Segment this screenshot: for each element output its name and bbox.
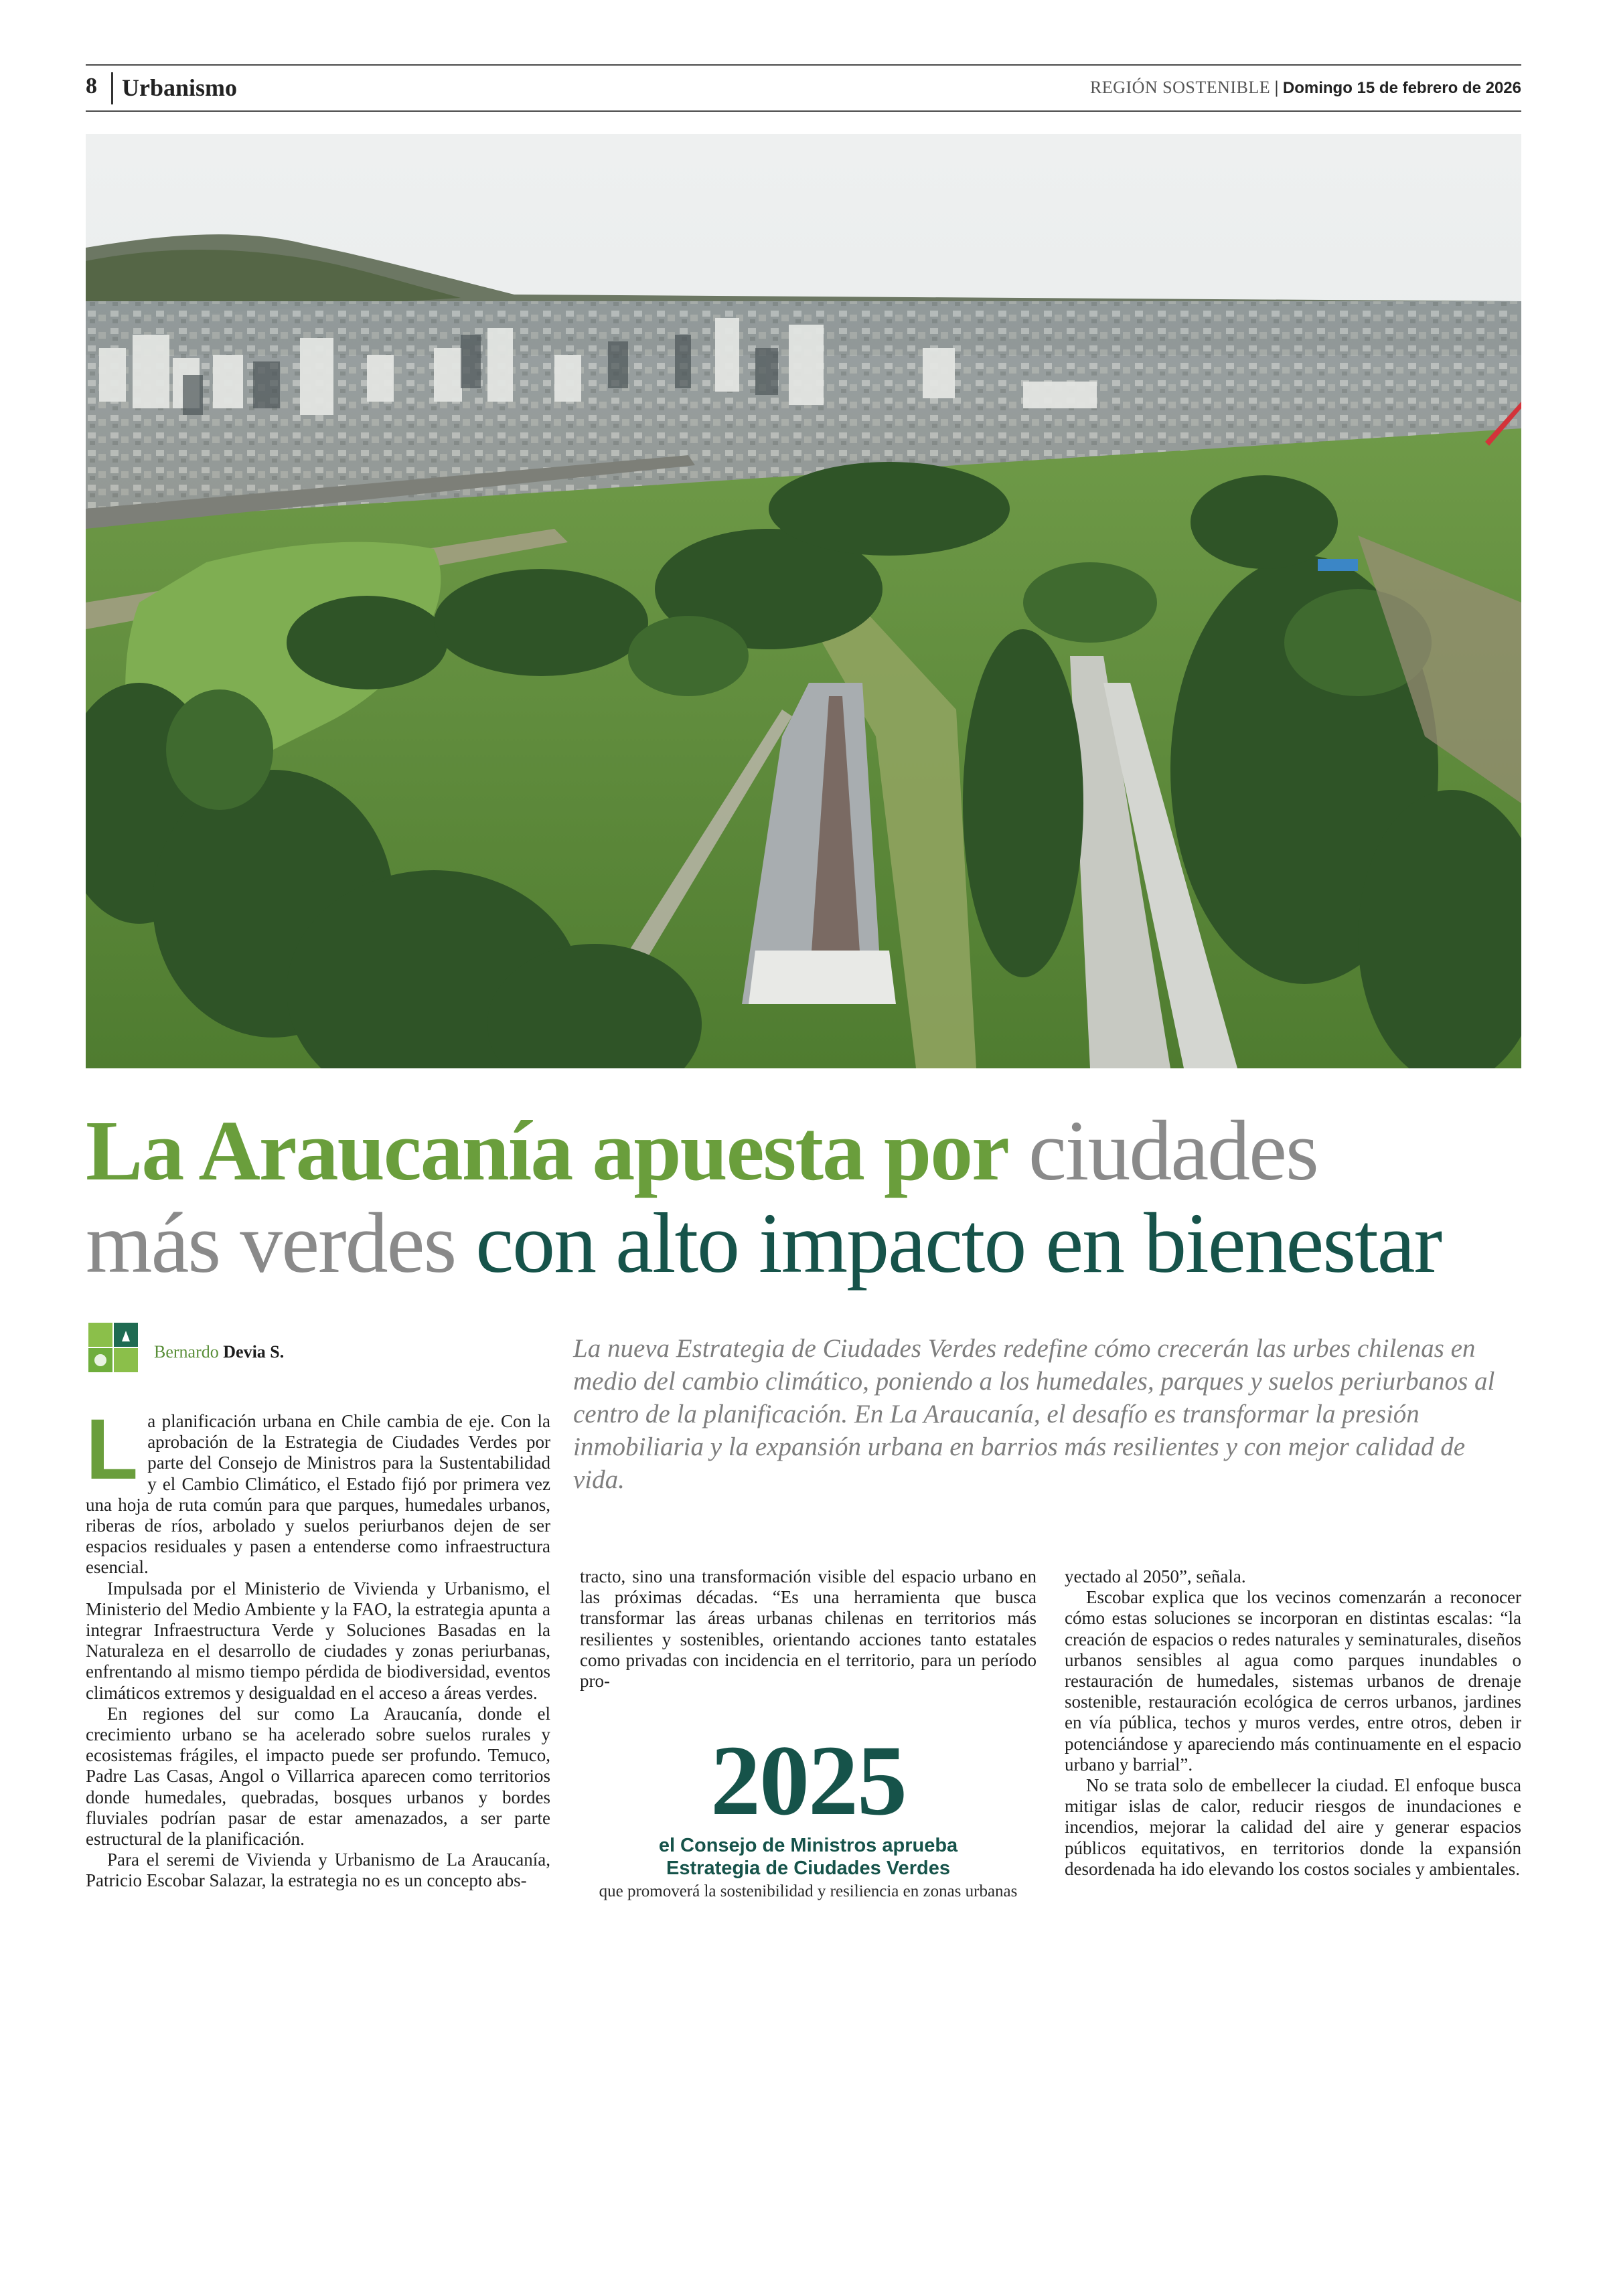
masthead <box>1090 78 1521 98</box>
headline <box>86 1104 1521 1289</box>
photo-illustration <box>86 134 1521 1068</box>
pull-quote <box>580 1727 1037 1902</box>
headline-light-1: ciudades <box>1008 1103 1318 1198</box>
page-number: 8 <box>86 74 97 98</box>
page-header <box>86 70 1521 108</box>
headline-line-2 <box>86 1197 1521 1289</box>
body-paragraph: Escobar explica que los vecinos comenzarán a reconocer cómo estas soluciones se incorporan en distintas escalas: “la creación de espacios o redes naturales y seminaturales, diseños urbanos sensibles al agua como parques inundables o restauración de humedales, sistemas urbanos de drenaje sostenible, restauración ecológica de cerros urbanos, jardines en vía pública, techos y muros verdes, entre otros, deben ir potenciándose y apareciendo más continuamente en el espacio urbano y barrial”. <box>1065 1587 1521 1775</box>
headline-line-1 <box>86 1104 1521 1197</box>
section-name: Urbanismo <box>122 74 238 101</box>
author-first-name: Bernardo <box>154 1342 219 1362</box>
body-paragraph: En regiones del sur como La Araucanía, donde el crecimiento urbano se ha acelerado sobre suelos rurales y ecosistemas frágiles, el impacto puede ser profundo. Temuco, Padre Las Casas, Angol o Villarrica aparecen como territorios donde humedales, quebradas, bosques urbanos y bordes fluviales podrían pasar de estar amenazados, a ser parte estructural de la planificación. <box>86 1703 550 1850</box>
body-column-2 <box>580 1566 1037 1692</box>
pull-quote-line-1: el Consejo de Ministros aprueba <box>658 1835 958 1856</box>
pull-quote-subtitle: que promoverá la sostenibilidad y resiliencia en zonas urbanas <box>599 1882 1018 1900</box>
lead-paragraph: La nueva Estrategia de Ciudades Verdes redefine cómo crecerán las urbes chilenas en medio del cambio climático, poniendo a los humedales, parques y suelos periurbanos al centro de la planificación. En La Araucanía, el desafío es transformar la presión inmobiliaria y la expansión urbana en barrios más resilientes y con mejor calidad de vida. <box>573 1334 1495 1494</box>
masthead-separator: | <box>1274 78 1279 97</box>
aerial-city-photo <box>86 134 1521 1068</box>
section-divider <box>111 72 113 104</box>
issue-date: Domingo 15 de febrero de 2026 <box>1282 79 1521 97</box>
pull-quote-line-2: Estrategia de Ciudades Verdes <box>666 1858 950 1879</box>
header-rule <box>86 110 1521 112</box>
body-paragraph: Para el seremi de Vivienda y Urbanismo de La Araucanía, Patricio Escobar Salazar, la estrategia no es un concepto abs- <box>86 1850 550 1891</box>
body-paragraph: Impulsada por el Ministerio de Vivienda y Urbanismo, el Ministerio del Medio Ambiente y la FAO, la estrategia apunta a integrar Infraestructura Verde y Soluciones Basadas en la Naturaleza en el desarrollo de ciudades y zonas periurbanas, enfrentando al mismo tiempo pérdida de biodiversidad, eventos climáticos extremos y desigualdad en el acceso a áreas verdes. <box>86 1578 550 1703</box>
drop-cap: L <box>86 1402 139 1497</box>
body-column-1 <box>86 1402 550 1892</box>
author-last-name: Devia S. <box>223 1342 285 1362</box>
headline-light-2: más verdes <box>86 1196 456 1291</box>
author-logo-icon <box>86 1320 141 1375</box>
body-paragraph: yectado al 2050”, señala. <box>1065 1566 1246 1586</box>
byline <box>154 1342 284 1362</box>
body-paragraph: tracto, sino una transformación visible del espacio urbano en las próximas décadas. “Es una herramienta que busca transformar las áreas urbanas chilenas en territorios más resilientes y sostenibles, orientando acciones tanto estatales como privadas con incidencia en el territorio, para un período pro- <box>580 1566 1037 1692</box>
top-rule <box>86 64 1521 66</box>
headline-teal: con alto impacto en bienestar <box>455 1196 1442 1291</box>
body-column-3 <box>1065 1566 1521 1880</box>
body-paragraph: No se trata solo de embellecer la ciudad. El enfoque busca mitigar islas de calor, reducir riesgos de inundaciones e incendios, mejorar la calidad del aire y generar espacios públicos equitativos, en territorios donde la expansión desordenada ha ido elevando los costos sociales y ambientales. <box>1065 1775 1521 1879</box>
body-paragraph-text: a planificación urbana en Chile cambia de eje. Con la aprobación de la Estrategia de Ciudades Verdes por parte del Consejo de Ministros para la Sustentabilidad y el Cambio Climático, el Estado fijó por primera vez una hoja de ruta común para que parques, humedales urbanos, riberas de ríos, arbolado y suelos periurbanos dejen de ser espacios residuales y pasen a entenderse como infraestructura esencial. <box>86 1411 550 1578</box>
publication-name: REGIÓN SOSTENIBLE <box>1089 78 1271 97</box>
headline-emphasis: La Araucanía apuesta por <box>86 1103 1008 1198</box>
body-paragraph <box>86 1402 550 1578</box>
pull-quote-year: 2025 <box>710 1725 906 1836</box>
